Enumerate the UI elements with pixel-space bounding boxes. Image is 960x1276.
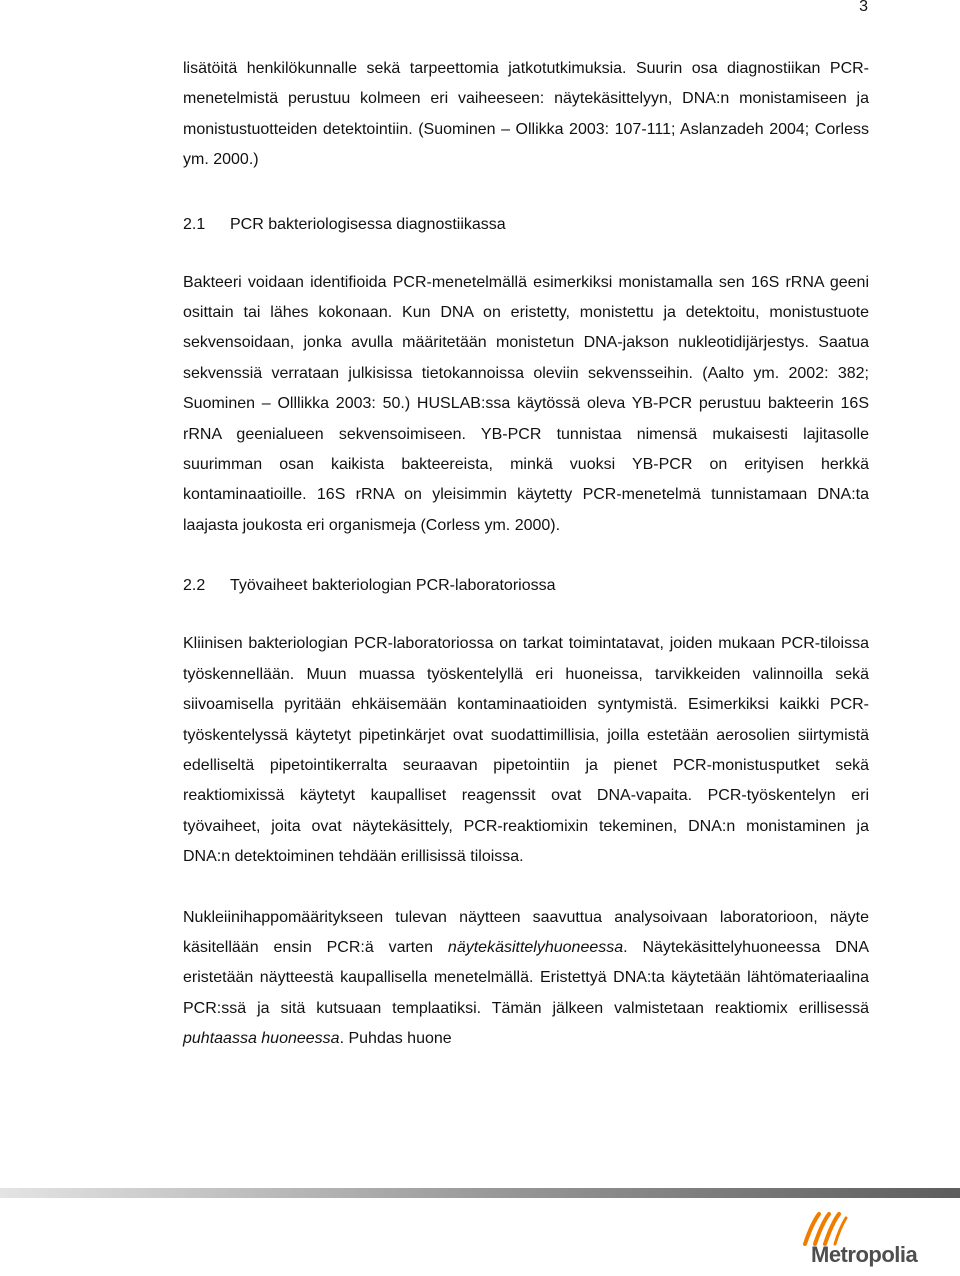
italic-text-run: näytekäsittelyhuoneessa bbox=[447, 938, 624, 956]
paragraph-intro: lisätöitä henkilökunnalle sekä tarpeettomia jatkotutkimuksia. Suurin osa diagnostiikan PCR-menetelmistä perustuu kolmeen eri vaiheeseen: näytekäsittelyyn, DNA:n monistamiseen ja monistustuotteiden detektointiin. (Suominen – Ollikka 2003: 107-111; Aslanzadeh 2004; Corless ym. 2000.) bbox=[183, 60, 869, 169]
section-number: 2.1 bbox=[183, 215, 206, 233]
paragraph-identification: Bakteeri voidaan identifioida PCR-menetelmällä esimerkiksi monistamalla sen 16S rRNA geeni osittain tai lähes kokonaan. Kun DNA on eristetty, monistettu ja detektoitu, monistustuote sekvensoidaan, jonka avulla määritetään monistetun DNA-jakson nukleotidijärjestys. Saatua sekvenssiä verrataan julkisissa tietokannoissa oleviin sekvensseihin. (Aalto ym. 2002: 382; Suominen – Olllikka 2003: 50.) HUSLAB:ssa käytössä oleva YB-PCR perustuu bakteerin 16S rRNA geenialueen sekvensoimiseen. YB-PCR tunnistaa nimensä mukaisesti lajitasolle suurimman osan kaikista bakteereista, minkä vuoksi YB-PCR on erityisen herkkä kontaminaatioille. 16S rRNA on yleisimmin käytetty PCR-menetelmä tunnistamaan DNA:ta laajasta joukosta eri organismeja (Corless ym. 2000). bbox=[183, 273, 869, 534]
section-title: Työvaiheet bakteriologian PCR-laboratoriossa bbox=[230, 577, 556, 595]
section-heading-2-2 bbox=[183, 571, 869, 601]
document-body bbox=[183, 54, 869, 1055]
section-number: 2.2 bbox=[183, 577, 206, 595]
text-run: . Puhdas huone bbox=[339, 1030, 452, 1048]
text-run: . Näytekäsittelyhuoneessa DNA eristetään näytteestä kaupallisella menetelmällä. Eristettyä DNA:ta käytetään lähtömateriaalina PCR:ssä ja sitä kutsuaan templaatiksi. Tämän jälkeen valmistetaan reaktiomix erillisessä bbox=[183, 938, 869, 1017]
italic-text-run: puhtaassa huoneessa bbox=[183, 1030, 340, 1048]
section-heading-2-1 bbox=[183, 210, 869, 240]
metropolia-logo bbox=[795, 1210, 925, 1270]
paragraph-sample-handling bbox=[183, 903, 869, 1055]
paragraph-workflow: Kliinisen bakteriologian PCR-laboratoriossa on tarkat toimintatavat, joiden mukaan PCR-tiloissa työskennellään. Muun muassa työskentelyllä eri huoneissa, tarvikkeiden valinnoilla sekä siivoamisella pyritään ehkäisemään kontaminaatioiden syntymistä. Esimerkiksi kaikki PCR-työskentelyssä käytetyt pipetinkärjet ovat suodattimillisia, joilla estetään aerosolien siirtymistä edelliseltä pipetointikerralta seuraavan pipetointiin ja pienet PCR-monistusputket sekä reaktiomixissä käytetyt kaupalliset reagenssit ovat DNA-vapaita. PCR-työskentelyn eri työvaiheet, joita ovat näytekäsittely, PCR-reaktiomixin tekeminen, DNA:n monistaminen ja DNA:n detektoiminen tehdään erillisissä tiloissa. bbox=[183, 635, 869, 866]
text-run: Nukleiinihappomääritykseen tulevan näytteen saavuttua analysoivaan laboratorioon, näyte käsitellään ensin PCR:ä varten bbox=[183, 908, 869, 956]
footer-gradient-bar bbox=[0, 1188, 960, 1198]
section-title: PCR bakteriologisessa diagnostiikassa bbox=[230, 215, 506, 233]
logo-wordmark: Metropolia bbox=[811, 1242, 918, 1267]
page-number: 3 bbox=[859, 0, 868, 15]
